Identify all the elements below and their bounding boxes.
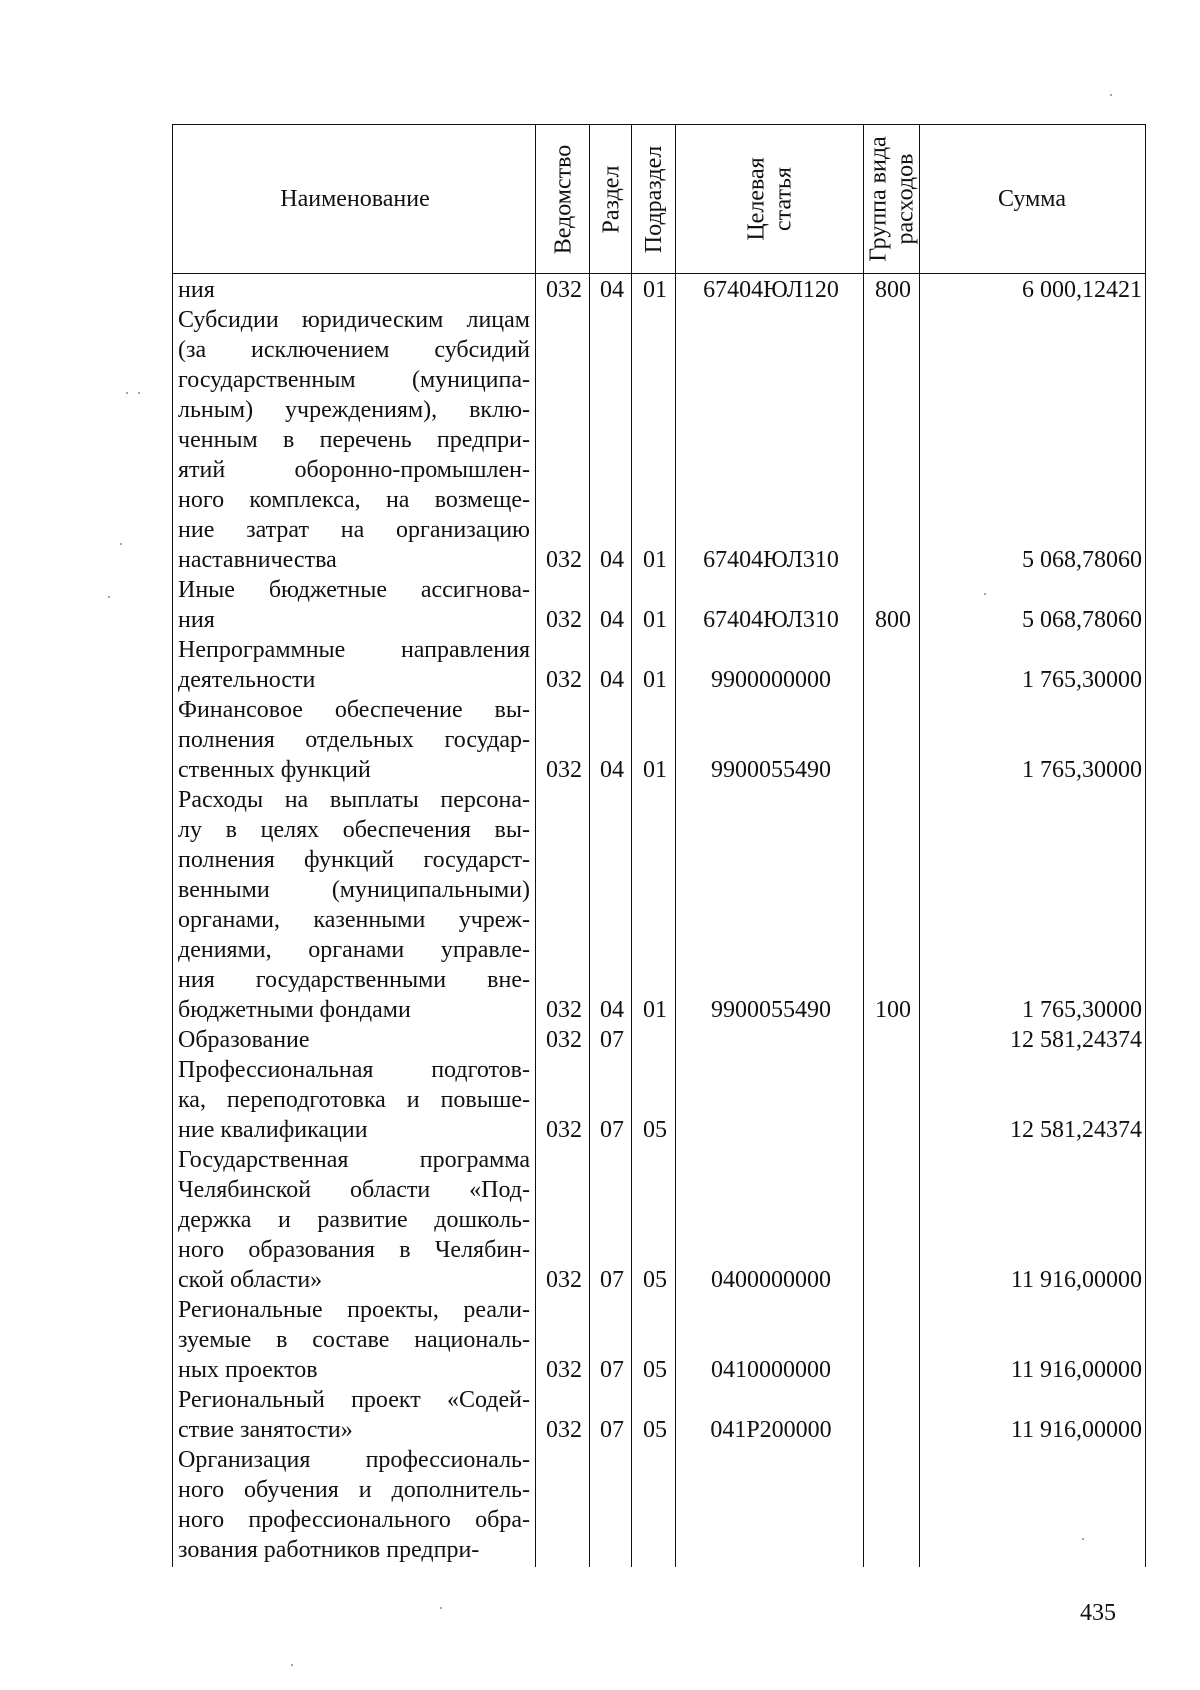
cell-ved: 032 <box>546 1117 582 1143</box>
cell-cel: 67404ЮЛ120 <box>703 277 839 303</box>
cell-sum: 11 916,00000 <box>1010 1357 1142 1383</box>
row-name-line: ние затрат на организацию <box>178 517 530 543</box>
row-name <box>178 575 530 635</box>
row-name-line: полнения отдельных государ- <box>178 727 530 753</box>
row-name-line: Расходы на выплаты персона- <box>178 787 530 813</box>
row-name-line: Региональный проект «Содей- <box>178 1387 530 1413</box>
cell-sum: 11 916,00000 <box>1010 1267 1142 1293</box>
cell-raz: 04 <box>600 607 624 633</box>
row-name-line: Образование <box>178 1027 310 1053</box>
cell-cel: 0400000000 <box>711 1267 831 1293</box>
cell-pod: 05 <box>643 1417 667 1443</box>
row-name <box>178 275 530 305</box>
page-number: 435 <box>1080 1600 1116 1626</box>
cell-ved: 032 <box>546 277 582 303</box>
row-name-line: держка и развитие дошколь- <box>178 1207 530 1233</box>
cell-pod: 01 <box>643 667 667 693</box>
table-row <box>173 1055 1145 1145</box>
row-name-line: ятий оборонно-промышлен- <box>178 457 530 483</box>
cell-sum: 1 765,30000 <box>1022 997 1142 1023</box>
row-name-line: органами, казенными учреж- <box>178 907 530 933</box>
table-row <box>173 1145 1145 1295</box>
row-name-line: ного обучения и дополнитель- <box>178 1477 530 1503</box>
row-name-line: Организация профессиональ- <box>178 1447 530 1473</box>
header-vedomstvo: Ведомство <box>550 144 577 254</box>
cell-pod: 05 <box>643 1267 667 1293</box>
row-name-line: ного профессионального обра- <box>178 1507 530 1533</box>
table-row <box>173 575 1145 635</box>
row-name-line: ния <box>178 607 215 633</box>
cell-cel: 9900055490 <box>711 757 831 783</box>
cell-sum: 12 581,24374 <box>1010 1027 1142 1053</box>
cell-pod: 05 <box>643 1357 667 1383</box>
scan-speck <box>291 1664 293 1666</box>
cell-ved: 032 <box>546 1027 582 1053</box>
row-name-line: Непрограммные направления <box>178 637 530 663</box>
cell-cel: 67404ЮЛ310 <box>703 607 839 633</box>
header-podrazdel: Подраздел <box>641 145 668 253</box>
cell-sum: 5 068,78060 <box>1022 547 1142 573</box>
cell-pod: 01 <box>643 607 667 633</box>
scan-speck <box>1082 1538 1084 1540</box>
cell-cel: 67404ЮЛ310 <box>703 547 839 573</box>
table-row <box>173 635 1145 695</box>
row-name-line: ние квалификации <box>178 1117 368 1143</box>
cell-raz: 07 <box>600 1417 624 1443</box>
scan-speck <box>138 392 140 394</box>
row-name-line: бюджетными фондами <box>178 997 411 1023</box>
row-name <box>178 635 530 695</box>
cell-ved: 032 <box>546 997 582 1023</box>
table-row <box>173 1445 1145 1565</box>
cell-grp: 100 <box>875 997 911 1023</box>
row-name <box>178 1025 530 1055</box>
cell-raz: 07 <box>600 1357 624 1383</box>
cell-pod: 01 <box>643 277 667 303</box>
row-name-line: государственным (муниципа- <box>178 367 530 393</box>
table-row <box>173 1385 1145 1445</box>
row-name-line: венными (муниципальными) <box>178 877 530 903</box>
budget-table <box>172 124 1146 1567</box>
cell-ved: 032 <box>546 757 582 783</box>
row-name-line: ченным в перечень предпри- <box>178 427 530 453</box>
row-name-line: ния государственными вне- <box>178 967 530 993</box>
cell-ved: 032 <box>546 1267 582 1293</box>
cell-ved: 032 <box>546 667 582 693</box>
scan-speck <box>108 596 110 598</box>
cell-sum: 1 765,30000 <box>1022 667 1142 693</box>
row-name-line: (за исключением субсидий <box>178 337 530 363</box>
table-header <box>173 125 1145 274</box>
row-name-line: Финансовое обеспечение вы- <box>178 697 530 723</box>
cell-cel: 9900055490 <box>711 997 831 1023</box>
row-name-line: Челябинской области «Под- <box>178 1177 530 1203</box>
header-summa: Сумма <box>998 185 1066 212</box>
row-name-line: Государственная программа <box>178 1147 530 1173</box>
cell-cel: 041P200000 <box>710 1417 832 1443</box>
row-name-line: ской области» <box>178 1267 323 1293</box>
cell-cel: 0410000000 <box>711 1357 831 1383</box>
row-name-line: полнения функций государст- <box>178 847 530 873</box>
row-name-line: ного образования в Челябин- <box>178 1237 530 1263</box>
row-name <box>178 1295 530 1385</box>
cell-raz: 07 <box>600 1267 624 1293</box>
cell-grp: 800 <box>875 277 911 303</box>
row-name-line: Субсидии юридическим лицам <box>178 307 530 333</box>
row-name-line: ственных функций <box>178 757 371 783</box>
row-name-line: Профессиональная подготов- <box>178 1057 530 1083</box>
table-row <box>173 1025 1145 1055</box>
cell-raz: 04 <box>600 547 624 573</box>
row-name-line: деятельности <box>178 667 316 693</box>
cell-pod: 01 <box>643 997 667 1023</box>
row-name <box>178 785 530 1025</box>
cell-ved: 032 <box>546 1417 582 1443</box>
row-name-line: зования работников предпри- <box>178 1537 480 1563</box>
cell-sum: 1 765,30000 <box>1022 757 1142 783</box>
row-name <box>178 1055 530 1145</box>
row-name <box>178 1385 530 1445</box>
row-name <box>178 1445 530 1565</box>
header-name: Наименование <box>280 185 430 212</box>
header-celevaya-statya: Целевая статья <box>743 157 797 241</box>
row-name <box>178 1145 530 1295</box>
cell-sum: 6 000,12421 <box>1022 277 1142 303</box>
row-name <box>178 305 530 575</box>
row-name-line: дениями, органами управле- <box>178 937 530 963</box>
row-name-line: Региональные проекты, реали- <box>178 1297 530 1323</box>
row-name-line: льным) учреждениям), вклю- <box>178 397 530 423</box>
row-name <box>178 695 530 785</box>
table-row <box>173 695 1145 785</box>
row-name-line: Иные бюджетные ассигнова- <box>178 577 530 603</box>
cell-ved: 032 <box>546 607 582 633</box>
cell-raz: 04 <box>600 277 624 303</box>
header-gruppa-vida-rashodov: Группа вида расходов <box>866 136 919 262</box>
cell-raz: 04 <box>600 667 624 693</box>
cell-sum: 11 916,00000 <box>1010 1417 1142 1443</box>
scan-speck <box>440 1607 442 1609</box>
row-name-line: ка, переподготовка и повыше- <box>178 1087 530 1113</box>
cell-raz: 04 <box>600 757 624 783</box>
cell-ved: 032 <box>546 1357 582 1383</box>
cell-raz: 07 <box>600 1117 624 1143</box>
table-row <box>173 1295 1145 1385</box>
table-row <box>173 275 1145 305</box>
scan-speck <box>126 392 128 394</box>
cell-sum: 5 068,78060 <box>1022 607 1142 633</box>
cell-grp: 800 <box>875 607 911 633</box>
row-name-line: ствие занятости» <box>178 1417 353 1443</box>
table-row <box>173 305 1145 575</box>
cell-raz: 07 <box>600 1027 624 1053</box>
scan-speck <box>120 543 122 545</box>
cell-cel: 9900000000 <box>711 667 831 693</box>
row-name-line: ния <box>178 277 215 303</box>
cell-raz: 04 <box>600 997 624 1023</box>
cell-ved: 032 <box>546 547 582 573</box>
cell-pod: 01 <box>643 547 667 573</box>
cell-pod: 05 <box>643 1117 667 1143</box>
row-name-line: наставничества <box>178 547 337 573</box>
cell-sum: 12 581,24374 <box>1010 1117 1142 1143</box>
scan-speck <box>1110 94 1112 96</box>
cell-pod: 01 <box>643 757 667 783</box>
header-razdel: Раздел <box>598 165 625 233</box>
scan-speck <box>984 593 986 595</box>
table-row <box>173 785 1145 1025</box>
row-name-line: ного комплекса, на возмеще- <box>178 487 530 513</box>
row-name-line: зуемые в составе националь- <box>178 1327 530 1353</box>
row-name-line: ных проектов <box>178 1357 318 1383</box>
row-name-line: лу в целях обеспечения вы- <box>178 817 530 843</box>
